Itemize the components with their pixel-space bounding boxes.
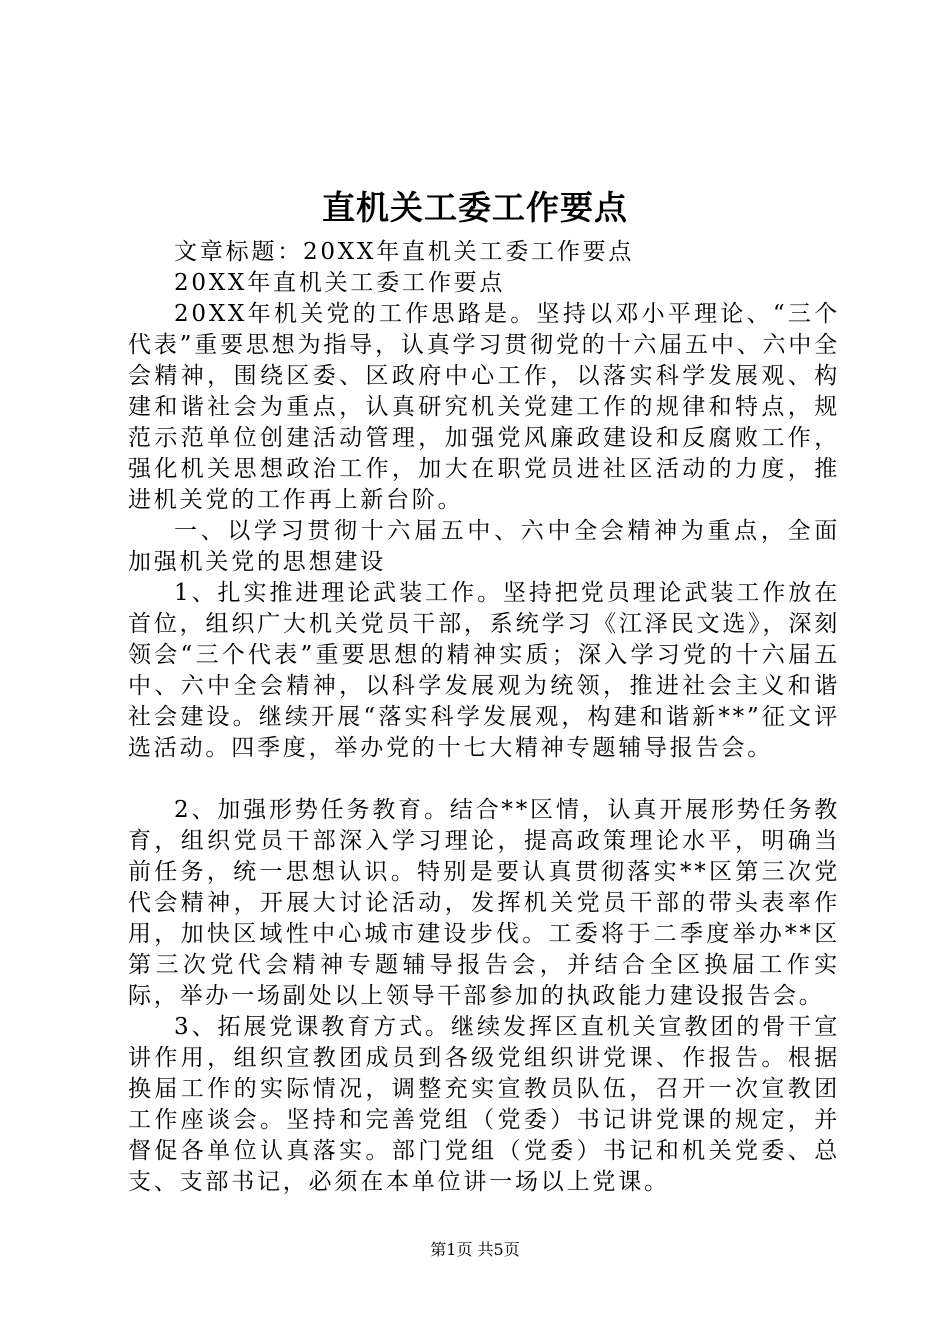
article-title-line: 文章标题：20XX年直机关工委工作要点 (174, 239, 635, 265)
item-paragraph-2: 2、加强形势任务教育。结合**区情，认真开展形势任务教育，组织党员干部深入学习理论，提高政策理论水平，明确当前任务，统一思想认识。特别是要认真贯彻落实**区第三次党代会精神，开展大讨论活动，发挥机关党员干部的带头表率作用，加快区域性中心城市建设步伐。工委将于二季度举办**区第三次党代会精神专题辅导报告会，并结合全区换届工作实际，举办一场副处以上领导干部参加的执政能力建设报告会。 (128, 797, 840, 1009)
document-title: 直机关工委工作要点 (322, 188, 628, 227)
item-paragraph-1: 1、扎实推进理论武装工作。坚持把党员理论武装工作放在首位，组织广大机关党员干部，系统学习《江泽民文选》，深刻领会“三个代表”重要思想的精神实质；深入学习党的十六届五中、六中全会精神，以科学发展观为统领，推进社会主义和谐社会建设。继续开展“落实科学发展观，构建和谐新**”征文评选活动。四季度，举办党的十七大精神专题辅导报告会。 (128, 580, 840, 761)
subtitle-line: 20XX年直机关工委工作要点 (174, 270, 506, 296)
section-heading-1: 一、以学习贯彻十六届五中、六中全会精神为重点，全面加强机关党的思想建设 (128, 518, 840, 575)
page-number-footer: 第1页 共5页 (430, 1240, 520, 1259)
intro-paragraph: 20XX年机关党的工作思路是。坚持以邓小平理论、“三个代表”重要思想为指导，认真学习贯彻党的十六届五中、六中全会精神，围绕区委、区政府中心工作，以落实科学发展观、构建和谐社会为重点，认真研究机关党建工作的规律和特点，规范示范单位创建活动管理，加强党风廉政建设和反腐败工作，强化机关思想政治工作，加大在职党员进社区活动的力度，推进机关党的工作再上新台阶。 (128, 301, 840, 513)
document-body (128, 237, 840, 1198)
item-paragraph-3: 3、拓展党课教育方式。继续发挥区直机关宣教团的骨干宣讲作用，组织宣教团成员到各级党组织讲党课、作报告。根据换届工作的实际情况，调整充实宣教员队伍，召开一次宣教团工作座谈会。坚持和完善党组（党委）书记讲党课的规定，并督促各单位认真落实。部门党组（党委）书记和机关党委、总支、支部书记，必须在本单位讲一场以上党课。 (128, 1014, 840, 1195)
